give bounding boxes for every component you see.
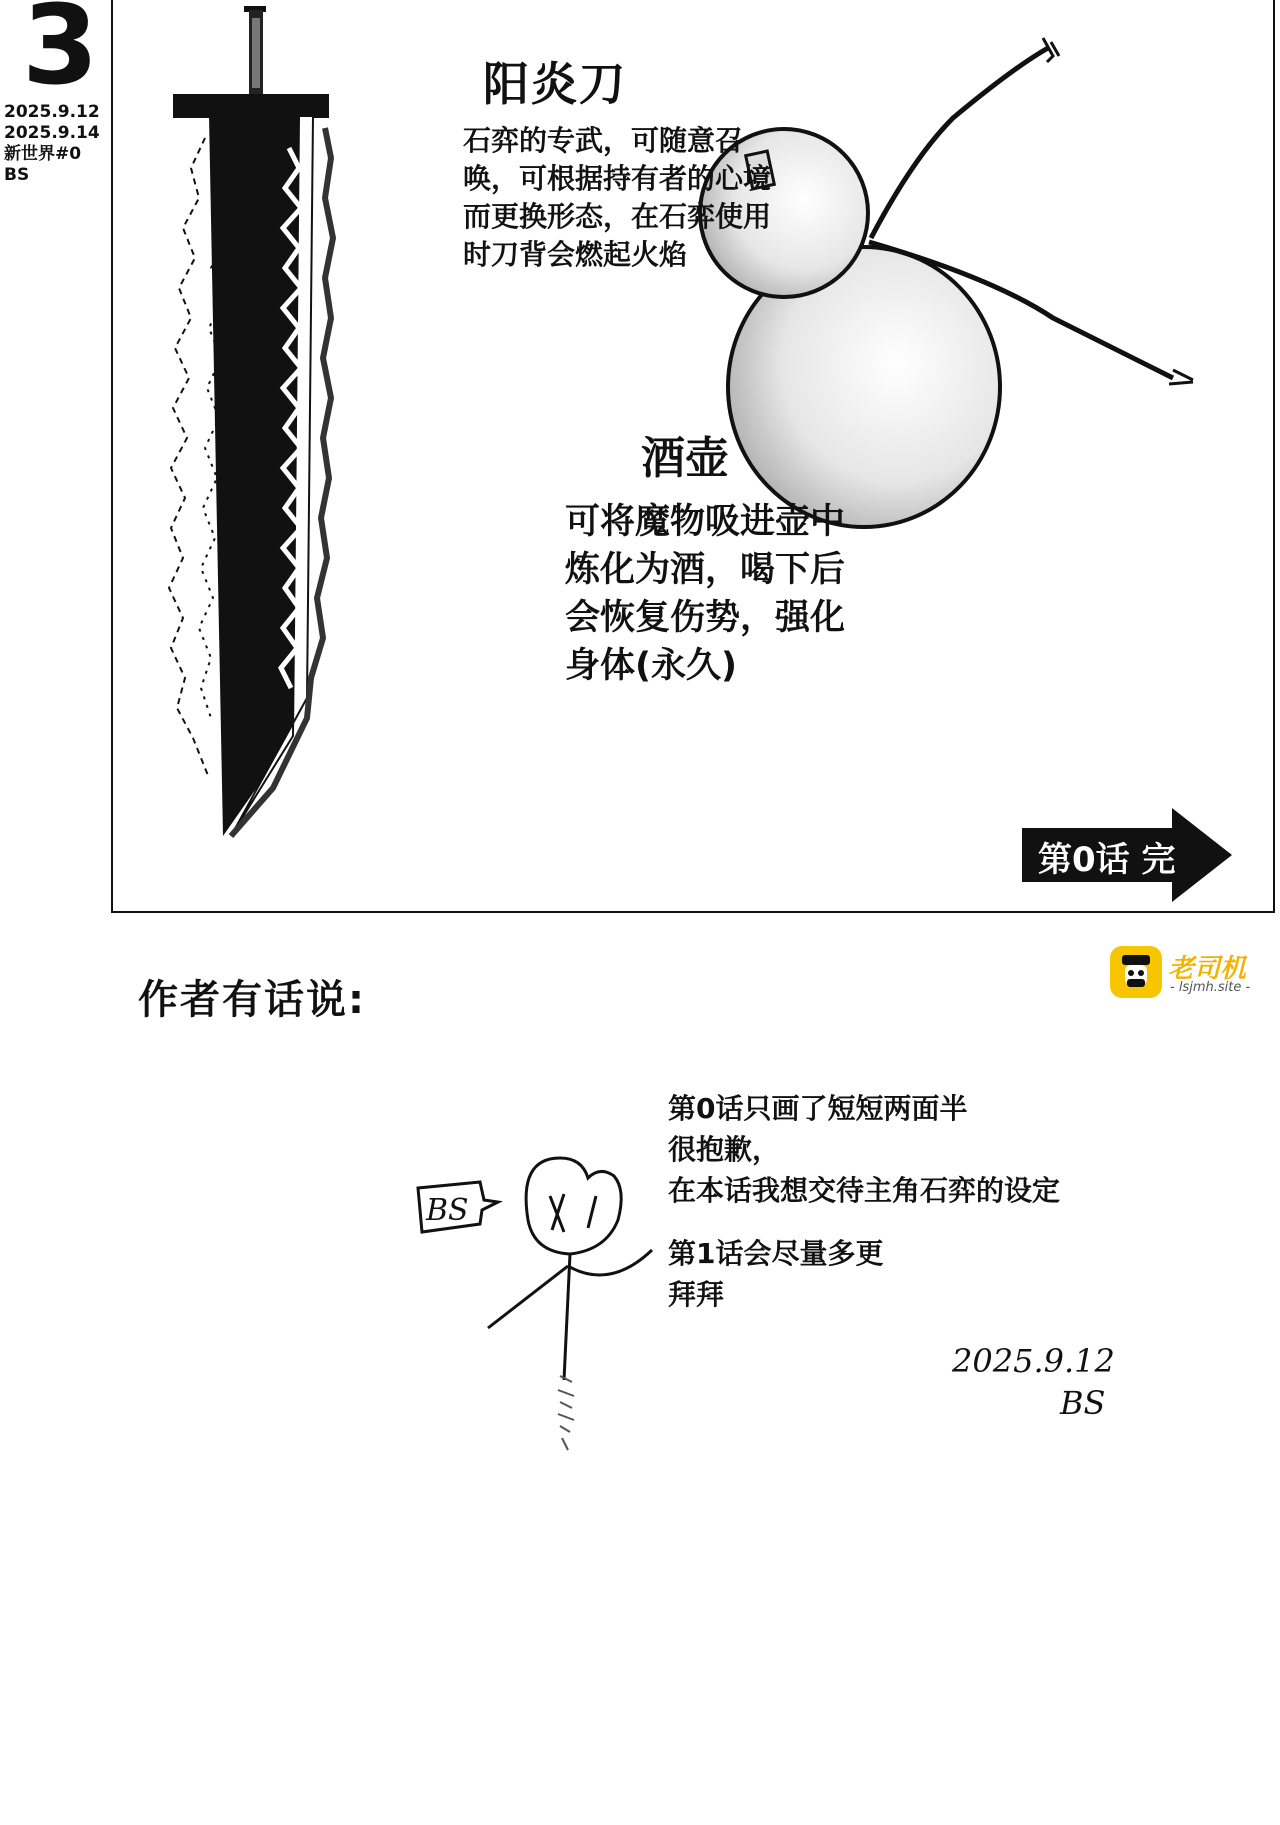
wine-gourd-drawing — [700, 38, 1193, 527]
note-line — [668, 1211, 1060, 1233]
signature-date: 2025.9.12 — [952, 1342, 1115, 1380]
chapter-end-arrow — [1022, 808, 1232, 902]
note-line: 第1话会尽量多更 — [668, 1237, 884, 1270]
side-note-date-2: 2025.9.14 — [4, 123, 100, 143]
author-signature — [952, 1340, 1115, 1424]
speech-bubble-text: BS — [426, 1193, 469, 1228]
side-notes — [4, 102, 100, 186]
comic-panel — [111, 0, 1275, 913]
side-note-series: 新世界#0 — [4, 144, 82, 164]
sword-description: 石弈的专武，可随意召唤，可根据持有者的心境而更换形态，在石弈使用时刀背会燃起火焰 — [463, 124, 772, 271]
gourd-title: 酒壶 — [641, 433, 729, 484]
watermark-badge-icon — [1110, 946, 1162, 998]
gourd-description: 可将魔物吸进壶中炼化为酒，喝下后会恢复伤势，强化身体(永久) — [565, 502, 846, 686]
watermark-name: 老司机 — [1168, 954, 1247, 984]
signature-name: BS — [1060, 1384, 1106, 1422]
watermark-site: - lsjmh.site - — [1170, 980, 1251, 995]
author-note-heading: 作者有话说: — [138, 977, 366, 1023]
sword-title: 阳炎刀 — [483, 57, 627, 111]
note-line: 在本话我想交待主角石弈的设定 — [668, 1174, 1061, 1207]
author-stick-figure-doodle — [400, 1140, 680, 1460]
watermark-logo — [1110, 946, 1260, 1000]
page-number: 3 — [22, 0, 99, 109]
side-note-author: BS — [4, 165, 30, 185]
flaming-sword-drawing — [169, 6, 333, 836]
note-line: 第0话只画了短短两面半 — [668, 1092, 968, 1125]
note-line: 拜拜 — [668, 1278, 725, 1311]
side-note-date-1: 2025.9.12 — [4, 102, 100, 122]
chapter-end-label: 第0话 完 — [1038, 840, 1176, 880]
note-line: 很抱歉， — [668, 1133, 781, 1166]
author-note-text — [668, 1088, 1060, 1315]
